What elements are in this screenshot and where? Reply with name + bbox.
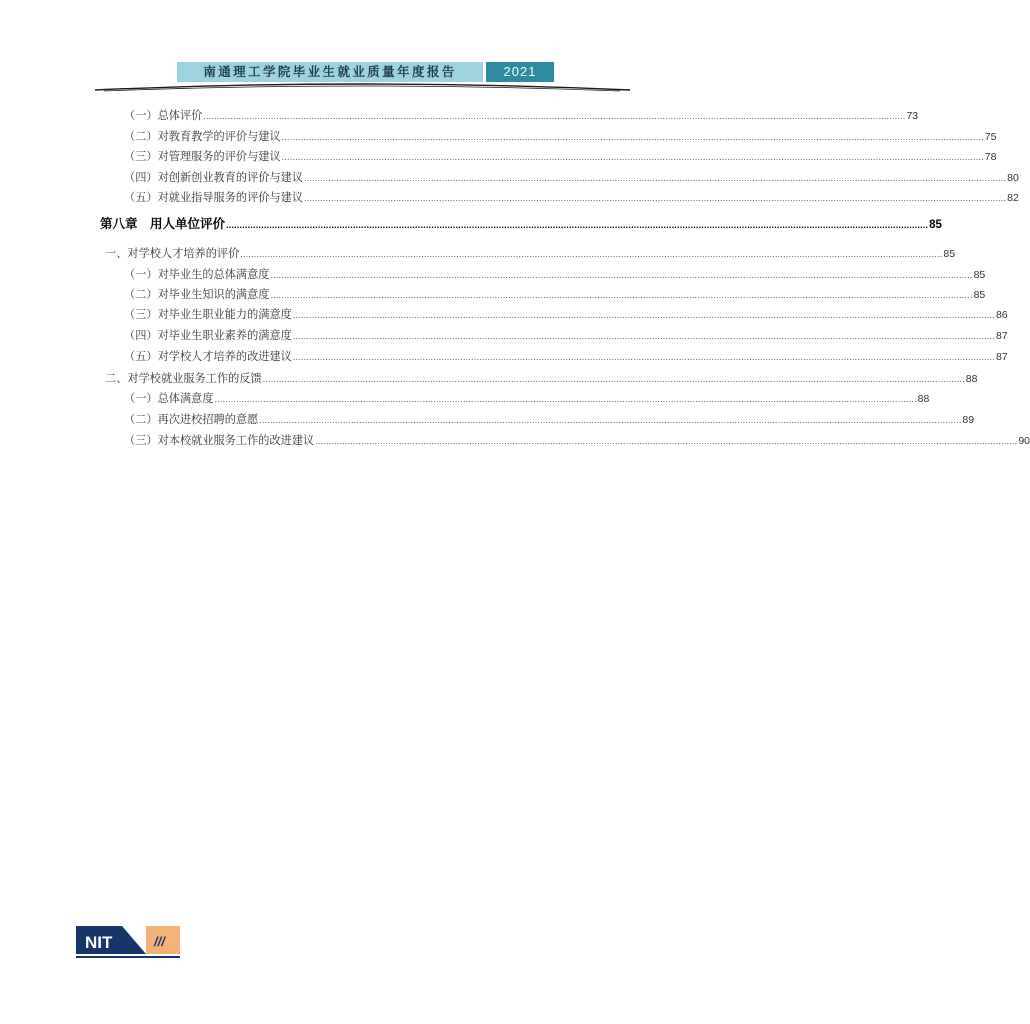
toc-leader-dots: .................................................................................................................................................................................................................................................................... [259, 415, 962, 425]
toc-entry[interactable] [124, 432, 1030, 450]
toc-page-number: 75 [984, 131, 997, 143]
toc-entry-label: （一）总体满意度 [124, 392, 214, 405]
toc-entry-label: 一、对学校人才培养的评价 [105, 247, 240, 260]
toc-entry[interactable] [105, 370, 978, 388]
toc-page-number: 88 [917, 393, 930, 405]
toc-leader-dots: .................................................................................................................................................................................................................................................................... [281, 152, 984, 162]
toc-page-number: 88 [965, 373, 978, 385]
toc-entry[interactable] [124, 348, 1008, 366]
toc-entry-label: （一）对毕业生的总体满意度 [124, 268, 270, 281]
toc-leader-dots: .................................................................................................................................................................................................................................................................... [240, 249, 943, 259]
toc-entry[interactable] [105, 245, 956, 263]
toc-leader-dots: .................................................................................................................................................................................................................................................................... [203, 111, 906, 121]
toc-page-number: 73 [906, 110, 919, 122]
toc-leader-dots: .................................................................................................................................................................................................................................................................... [304, 193, 1007, 203]
toc-entry[interactable] [124, 128, 997, 146]
toc-leader-dots: .................................................................................................................................................................................................................................................................... [292, 310, 995, 320]
toc-entry-label: （四）对创新创业教育的评价与建议 [124, 171, 304, 184]
toc-page-number: 82 [1007, 192, 1019, 204]
toc-page-number: 80 [1007, 172, 1019, 184]
toc-entry-label: （三）对管理服务的评价与建议 [124, 150, 281, 163]
toc-entry-label: （五）对学校人才培养的改进建议 [124, 350, 292, 363]
toc-entry-label: （三）对本校就业服务工作的改进建议 [124, 434, 315, 447]
toc-entry[interactable] [124, 306, 1008, 324]
toc-entry[interactable] [124, 286, 986, 304]
toc-page-number: 85 [973, 269, 986, 281]
toc-entry-label: （二）对教育教学的评价与建议 [124, 130, 281, 143]
toc-leader-dots: .................................................................................................................................................................................................................................................................... [315, 436, 1018, 446]
toc-leader-dots: .................................................................................................................................................................................................................................................................... [304, 173, 1007, 183]
toc-entry-label: （五）对就业指导服务的评价与建议 [124, 191, 304, 204]
toc-entry[interactable] [124, 390, 930, 408]
toc-entry-label: 二、对学校就业服务工作的反馈 [105, 372, 262, 385]
toc-page-number: 89 [962, 414, 975, 426]
logo-text: NIT [85, 933, 113, 952]
toc-page-number: 85 [973, 289, 986, 301]
toc-leader-dots: .................................................................................................................................................................................................................................................................... [226, 220, 929, 230]
toc-leader-dots: .................................................................................................................................................................................................................................................................... [270, 270, 973, 280]
toc-entry-label: （四）对毕业生职业素养的满意度 [124, 329, 292, 342]
report-year: 2021 [486, 62, 554, 82]
logo-mark: /// [154, 934, 165, 949]
report-title: 南通理工学院毕业生就业质量年度报告 [177, 62, 483, 82]
toc-page-number: 86 [995, 309, 1008, 321]
toc-entry[interactable] [124, 327, 1008, 345]
toc-page-number: 85 [929, 219, 942, 231]
toc-leader-dots: .................................................................................................................................................................................................................................................................... [292, 331, 995, 341]
toc-page-number: 85 [943, 248, 956, 260]
toc-entry[interactable] [124, 266, 986, 284]
toc-entry[interactable] [124, 169, 1019, 187]
toc-entry[interactable] [124, 148, 997, 166]
toc-page-number: 87 [995, 330, 1008, 342]
toc-chapter-entry[interactable] [100, 215, 942, 233]
toc-entry-label: （三）对毕业生职业能力的满意度 [124, 308, 292, 321]
toc-leader-dots: .................................................................................................................................................................................................................................................................... [214, 394, 917, 404]
toc-entry-label: （一）总体评价 [124, 109, 203, 122]
toc-leader-dots: .................................................................................................................................................................................................................................................................... [270, 290, 973, 300]
toc-entry[interactable] [124, 189, 1019, 207]
toc-page-number: 87 [995, 351, 1008, 363]
toc-entry-label: 第八章 用人单位评价 [100, 216, 226, 231]
toc-leader-dots: .................................................................................................................................................................................................................................................................... [262, 374, 965, 384]
toc-entry-label: （二）对毕业生知识的满意度 [124, 288, 270, 301]
nit-logo [76, 924, 180, 958]
toc-entry[interactable] [124, 411, 975, 429]
toc-page-number: 78 [984, 151, 997, 163]
toc-entry[interactable] [124, 107, 919, 125]
toc-leader-dots: .................................................................................................................................................................................................................................................................... [281, 132, 984, 142]
toc-entry-label: （二）再次进校招聘的意愿 [124, 413, 259, 426]
toc-leader-dots: .................................................................................................................................................................................................................................................................... [292, 352, 995, 362]
toc-page-number: 90 [1018, 435, 1030, 447]
